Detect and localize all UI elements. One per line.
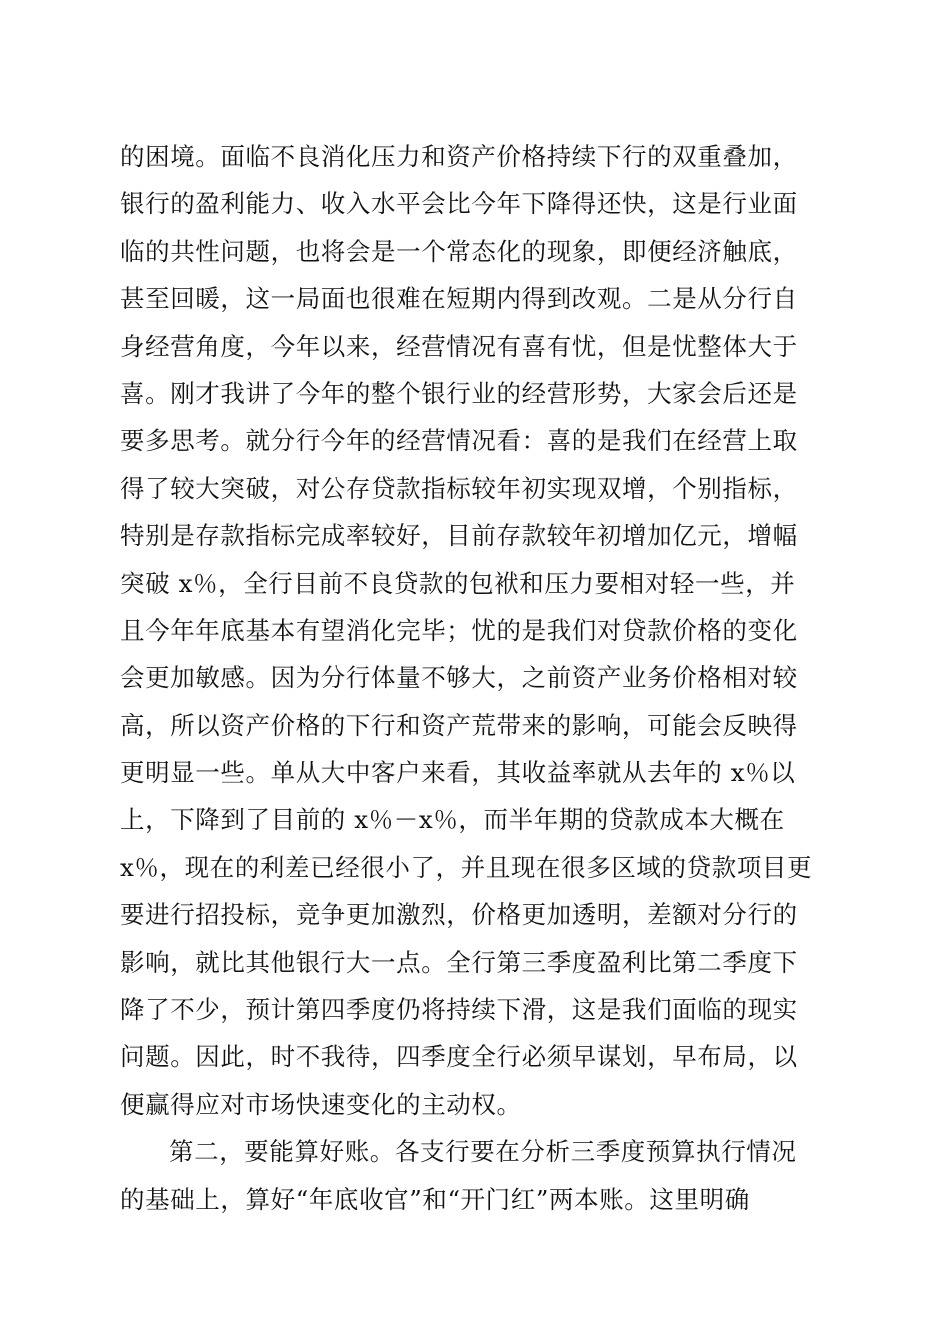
text-line: 喜。刚才我讲了今年的整个银行业的经营形势，大家会后还是 (120, 378, 798, 408)
paragraph-2 (120, 1128, 840, 1223)
text-line: 问题。因此，时不我待，四季度全行必须早谋划，早布局，以 (120, 1042, 798, 1072)
text-line: x％，现在的利差已经很小了，并且现在很多区域的贷款项目更 (120, 852, 813, 882)
text-line: 便赢得应对市场快速变化的主动权。 (120, 1089, 522, 1119)
text-line: 影响，就比其他银行大一点。全行第三季度盈利比第二季度下 (120, 947, 798, 977)
body-text (120, 133, 840, 1223)
text-line: 临的共性问题，也将会是一个常态化的现象，即便经济触底， (120, 236, 798, 266)
text-line: 且今年年底基本有望消化完毕；忧的是我们对贷款价格的变化 (120, 615, 798, 645)
paragraph-1 (120, 133, 840, 1128)
text-line: 甚至回暖，这一局面也很难在短期内得到改观。二是从分行自 (120, 284, 798, 314)
text-line: 高，所以资产价格的下行和资产荒带来的影响，可能会反映得 (120, 710, 798, 740)
text-line: 更明显一些。单从大中客户来看，其收益率就从去年的 x％以 (120, 758, 796, 788)
text-line: 要进行招投标，竞争更加激烈，价格更加透明，差额对分行的 (120, 900, 798, 930)
text-line: 的困境。面临不良消化压力和资产价格持续下行的双重叠加， (120, 142, 798, 171)
text-line: 上，下降到了目前的 x％－x％，而半年期的贷款成本大概在 (120, 805, 785, 835)
text-line: 会更加敏感。因为分行体量不够大，之前资产业务价格相对较 (120, 663, 798, 693)
text-line: 特别是存款指标完成率较好，目前存款较年初增加亿元，增幅 (120, 521, 798, 551)
text-line: 要多思考。就分行今年的经营情况看：喜的是我们在经营上取 (120, 426, 798, 456)
text-line: 突破 x％，全行目前不良贷款的包袱和压力要相对轻一些，并 (120, 568, 796, 598)
text-line: 降了不少，预计第四季度仍将持续下滑，这是我们面临的现实 (120, 995, 798, 1025)
text-line: 的基础上，算好“年底收官”和“开门红”两本账。这里明确 (120, 1184, 750, 1214)
text-line: 得了较大突破，对公存贷款指标较年初实现双增，个别指标， (120, 473, 798, 503)
text-line: 身经营角度，今年以来，经营情况有喜有忧，但是忧整体大于 (120, 331, 798, 361)
text-line: 银行的盈利能力、收入水平会比今年下降得还快，这是行业面 (120, 189, 798, 219)
text-line: 第二，要能算好账。各支行要在分析三季度预算执行情况 (169, 1137, 797, 1167)
